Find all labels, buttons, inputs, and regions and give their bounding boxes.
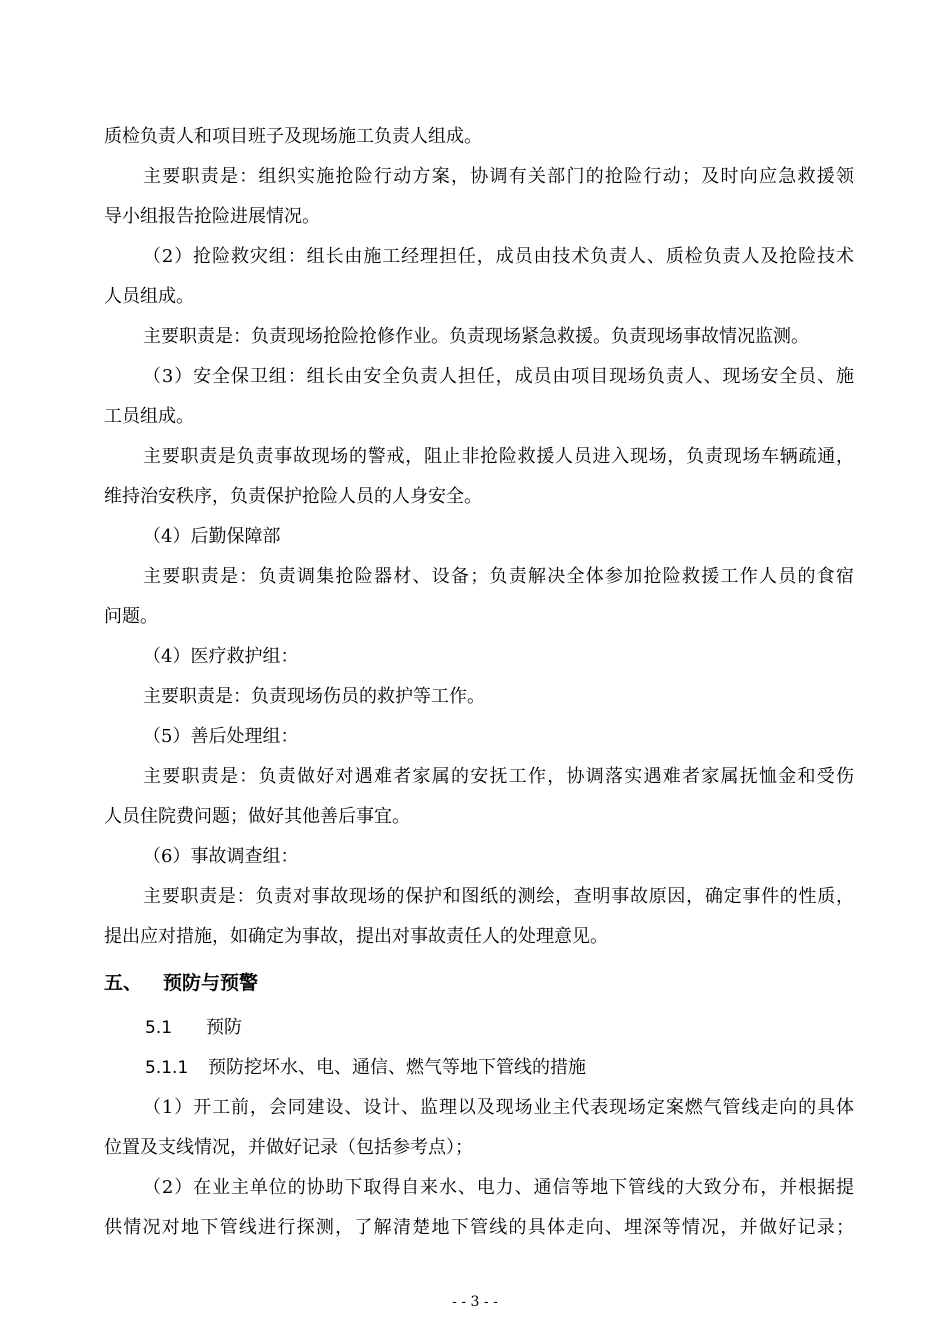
paragraph-line: （6）事故调查组：: [143, 846, 299, 867]
section-title: 预防与预警: [163, 972, 259, 994]
paragraph-line: （4）医疗救护组：: [143, 646, 299, 667]
paragraph-line: 人员组成。: [104, 286, 194, 307]
subsubsection-title: 预防挖坏水、电、通信、燃气等地下管线的措施: [208, 1057, 586, 1078]
paragraph-line: 维持治安秩序，负责保护抢险人员的人身安全。: [104, 486, 482, 507]
subsubsection-heading: [0, 1048, 950, 1088]
paragraph-line: 提出应对措施，如确定为事故，提出对事故责任人的处理意见。: [104, 926, 608, 947]
paragraph-line: 主要职责是：负责对事故现场的保护和图纸的测绘，查明事故原因，确定事件的性质，: [143, 886, 854, 907]
page-number: - - 3 - -: [452, 1294, 498, 1310]
paragraph-line: 主要职责是：负责做好对遇难者家属的安抚工作，协调落实遇难者家属抚恤金和受伤: [143, 766, 854, 787]
paragraph-line: 工员组成。: [104, 406, 194, 427]
measure-line: （2）在业主单位的协助下取得自来水、电力、通信等地下管线的大致分布，并根据提: [143, 1177, 854, 1198]
paragraph-line: （5）善后处理组：: [143, 726, 299, 747]
paragraph-line: 主要职责是：组织实施抢险行动方案，协调有关部门的抢险行动；及时向应急救援领: [143, 166, 854, 187]
subsubsection-number: 5.1.1: [145, 1058, 189, 1078]
paragraph-line: 质检负责人和项目班子及现场施工负责人组成。: [104, 126, 482, 147]
subsection-number: 5.1: [145, 1018, 173, 1038]
paragraph-line: 主要职责是负责事故现场的警戒，阻止非抢险救援人员进入现场，负责现场车辆疏通，: [143, 446, 854, 467]
subsection-heading: [0, 1008, 950, 1048]
subsection-title: 预防: [206, 1017, 242, 1038]
paragraph-line: 主要职责是：负责现场伤员的救护等工作。: [143, 686, 485, 707]
paragraph-line: 问题。: [104, 606, 158, 627]
measure-line: 供情况对地下管线进行探测，了解清楚地下管线的具体走向、埋深等情况，并做好记录；: [104, 1217, 854, 1238]
section-number: 五、: [104, 972, 143, 994]
measure-line: （1）开工前，会同建设、设计、监理以及现场业主代表现场定案燃气管线走向的具体: [143, 1097, 854, 1118]
paragraph-line: （3）安全保卫组：组长由安全负责人担任，成员由项目现场负责人、现场安全员、施: [143, 366, 854, 387]
paragraph-line: 主要职责是：负责调集抢险器材、设备；负责解决全体参加抢险救援工作人员的食宿: [143, 566, 854, 587]
paragraph-line: 导小组报告抢险进展情况。: [104, 206, 320, 227]
paragraph-line: （4）后勤保障部: [143, 526, 281, 547]
measure-line: 位置及支线情况，并做好记录（包括参考点）；: [104, 1137, 473, 1158]
paragraph-line: （2）抢险救灾组：组长由施工经理担任，成员由技术负责人、质检负责人及抢险技术: [143, 246, 854, 267]
paragraph-line: 主要职责是：负责现场抢险抢修作业。负责现场紧急救援。负责现场事故情况监测。: [143, 326, 809, 347]
paragraph-line: 人员住院费问题；做好其他善后事宜。: [104, 806, 410, 827]
section-heading: [0, 963, 950, 1003]
